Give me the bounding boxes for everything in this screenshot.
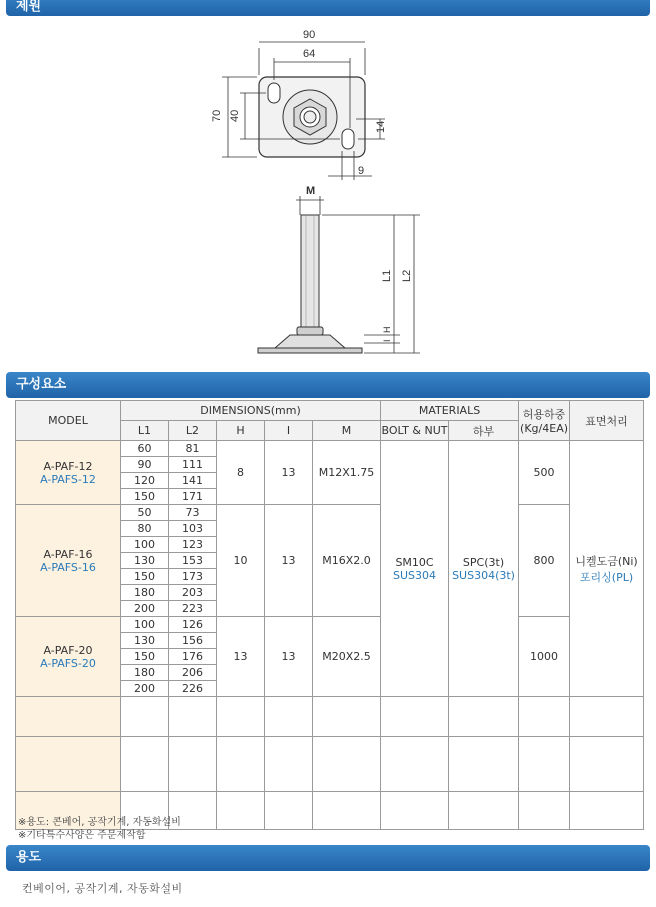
m-cell: M12X1.75 <box>313 441 381 505</box>
dim-70: 70 <box>211 109 223 122</box>
model-cell <box>16 441 121 505</box>
header-load-line2: (Kg/4EA) <box>520 422 569 435</box>
model-sus-name: A-PAFS-20 <box>40 656 96 670</box>
l2-value: 203 <box>169 585 216 601</box>
l2-cell <box>169 617 217 697</box>
l2-value: 141 <box>169 473 216 489</box>
l1-value: 180 <box>121 585 168 601</box>
slot-hole-left <box>268 83 280 103</box>
dim-14: 14 <box>375 120 387 133</box>
components-section-header <box>6 372 650 398</box>
l1-value: 90 <box>121 457 168 473</box>
nut-side <box>297 327 323 335</box>
l2-value: 73 <box>169 505 216 521</box>
m-cell: M16X2.0 <box>313 505 381 617</box>
surface-pl: 포리싱(PL) <box>579 570 634 584</box>
h-cell: 10 <box>217 505 265 617</box>
surface-ni: 니켈도금(Ni) <box>575 554 638 568</box>
bolt-end <box>304 111 316 123</box>
bolt-material-cell <box>381 441 449 697</box>
i-cell: 13 <box>265 441 313 505</box>
usage-section-title: 용도 <box>16 850 42 865</box>
l1-value: 100 <box>121 537 168 553</box>
dim-m: M <box>306 185 316 197</box>
header-h: H <box>217 421 265 441</box>
note-custom-order: ※기타특수사양은 주문제작함 <box>18 830 146 841</box>
l2-cell <box>169 505 217 617</box>
l1-value: 80 <box>121 521 168 537</box>
dim-90: 90 <box>303 29 316 41</box>
l1-value: 150 <box>121 569 168 585</box>
m-cell: M20X2.5 <box>313 617 381 697</box>
plate-side-view <box>258 348 362 353</box>
header-l2: L2 <box>169 421 217 441</box>
components-section-title: 구성요소 <box>16 377 67 392</box>
l1-cell <box>121 505 169 617</box>
load-cell: 500 <box>519 441 570 505</box>
l1-value: 120 <box>121 473 168 489</box>
model-name: A-PAF-20 <box>43 643 93 657</box>
l1-value: 130 <box>121 553 168 569</box>
spec-section-title: 제원 <box>16 0 42 14</box>
l2-value: 123 <box>169 537 216 553</box>
table-row-empty <box>16 737 644 792</box>
l1-value: 50 <box>121 505 168 521</box>
bolt-material: SM10C <box>395 555 434 569</box>
l2-value: 206 <box>169 665 216 681</box>
dim-l1: L1 <box>381 269 393 282</box>
model-sus-name: A-PAFS-16 <box>40 560 96 574</box>
l2-value: 156 <box>169 633 216 649</box>
usage-text: 컨베이어, 공작기계, 자동화설비 <box>22 882 183 895</box>
header-l1: L1 <box>121 421 169 441</box>
l1-value: 60 <box>121 441 168 457</box>
l2-value: 223 <box>182 602 203 615</box>
l1-value: 150 <box>121 649 168 665</box>
load-cell: 1000 <box>519 617 570 697</box>
h-cell: 8 <box>217 441 265 505</box>
model-cell <box>16 617 121 697</box>
model-name: A-PAF-12 <box>43 459 93 473</box>
model-sus-name: A-PAFS-12 <box>40 472 96 486</box>
header-model: MODEL <box>16 401 121 441</box>
l1-value: 130 <box>121 633 168 649</box>
slot-hole-right <box>342 129 354 149</box>
load-cell: 800 <box>519 505 570 617</box>
l1-cell <box>121 617 169 697</box>
dim-40: 40 <box>229 109 241 122</box>
model-cell <box>16 505 121 617</box>
l2-value: 176 <box>169 649 216 665</box>
l2-value: 226 <box>182 682 203 695</box>
l1-cell <box>121 441 169 505</box>
spec-section-header <box>6 0 650 16</box>
spec-table <box>15 400 644 830</box>
dim-64: 64 <box>303 48 316 60</box>
l2-cell <box>169 441 217 505</box>
l1-value: 200 <box>134 682 155 695</box>
note-usage: ※용도: 콘베어, 공작기계, 자동화설비 <box>18 817 181 828</box>
header-dimensions: DIMENSIONS(mm) <box>121 401 381 421</box>
i-cell: 13 <box>265 617 313 697</box>
header-i: I <box>265 421 313 441</box>
i-cell: 13 <box>265 505 313 617</box>
l2-value: 126 <box>169 617 216 633</box>
header-bolt-nut: BOLT & NUT <box>381 421 449 441</box>
l2-value: 81 <box>169 441 216 457</box>
h-cell: 13 <box>217 617 265 697</box>
table-row-empty <box>16 697 644 737</box>
base-material-cell <box>449 441 519 697</box>
bolt-shaft <box>301 215 319 327</box>
dim-l2: L2 <box>401 269 413 282</box>
dim-i: I <box>382 339 392 342</box>
header-materials: MATERIALS <box>381 401 519 421</box>
dim-h: H <box>382 326 392 333</box>
base-material: SPC(3t) <box>462 555 505 569</box>
base-material-sus: SUS304(3t) <box>452 568 515 582</box>
header-load <box>519 401 570 441</box>
header-m: M <box>313 421 381 441</box>
header-surface: 표면처리 <box>570 401 644 441</box>
surface-cell <box>570 441 644 697</box>
l2-value: 111 <box>169 457 216 473</box>
table-row <box>16 505 644 617</box>
header-base: 하부 <box>449 421 519 441</box>
l1-value: 180 <box>121 665 168 681</box>
l1-value: 100 <box>121 617 168 633</box>
dim-9: 9 <box>358 165 365 177</box>
technical-drawing <box>0 20 656 370</box>
table-row <box>16 617 644 697</box>
usage-section-header <box>6 845 650 871</box>
l2-value: 171 <box>182 490 203 503</box>
pad-base <box>275 335 345 348</box>
header-load-line1: 허용하중 <box>522 408 566 421</box>
l1-value: 150 <box>134 490 155 503</box>
l2-value: 173 <box>169 569 216 585</box>
bolt-material-sus: SUS304 <box>393 568 437 582</box>
l1-value: 200 <box>134 602 155 615</box>
model-name: A-PAF-16 <box>43 547 93 561</box>
l2-value: 153 <box>169 553 216 569</box>
table-row <box>16 441 644 505</box>
l2-value: 103 <box>169 521 216 537</box>
